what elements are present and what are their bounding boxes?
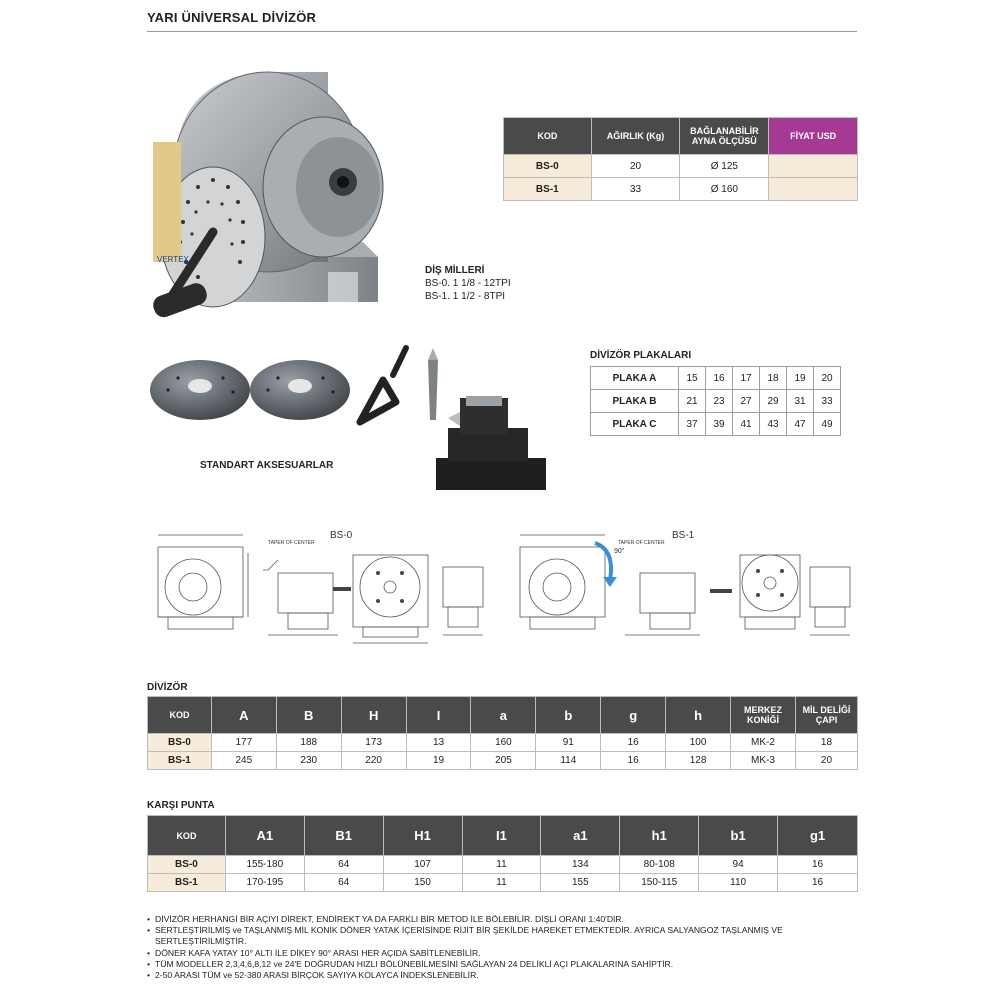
karsi-cell: 107 <box>383 856 462 874</box>
plate-value: 20 <box>814 367 841 390</box>
plate-value: 41 <box>733 413 760 436</box>
main-header-kod: KOD <box>504 118 592 155</box>
divizor-header: MİL DELİĞİ ÇAPI <box>795 697 857 734</box>
dis-milleri-line: BS-1. 1 1/2 - 8TPI <box>425 291 506 302</box>
table-row <box>148 856 858 874</box>
table-row <box>148 734 858 752</box>
karsi-cell: 155 <box>541 874 620 892</box>
divizor-cell: 16 <box>601 734 666 752</box>
karsi-header: B1 <box>304 816 383 856</box>
karsi-cell: BS-0 <box>148 856 226 874</box>
divizor-cell: BS-0 <box>148 734 212 752</box>
karsi-cell: 11 <box>462 856 541 874</box>
main-spec-table <box>503 117 858 201</box>
note-item: • TÜM MODELLER 2,3,4,6,8,12 ve 24'E DOĞRUDAN HIZLI BÖLÜNEBİLMESİNİ SAĞLAYAN 24 DELİKLİ AÇI PLAKALARINA SAHİPTİR. <box>147 959 857 970</box>
plate-value: 27 <box>733 390 760 413</box>
divizor-cell: 173 <box>341 734 406 752</box>
divizor-header: a <box>471 697 536 734</box>
divizor-cell: 245 <box>211 752 276 770</box>
plate-value: 31 <box>787 390 814 413</box>
divizor-cell: 160 <box>471 734 536 752</box>
karsi-cell: 170-195 <box>225 874 304 892</box>
divizor-cell: 177 <box>211 734 276 752</box>
table-row <box>148 752 858 770</box>
divizor-cell: 128 <box>666 752 731 770</box>
divizor-cell: 91 <box>536 734 601 752</box>
karsi-cell: 11 <box>462 874 541 892</box>
divizor-cell: MK-2 <box>731 734 796 752</box>
divizor-header: I <box>406 697 471 734</box>
main-header-fiyat: FİYAT USD <box>769 118 858 155</box>
main-header-agirlik: AĞIRLIK (Kg) <box>591 118 680 155</box>
karsi-header: b1 <box>699 816 778 856</box>
plate-name: PLAKA C <box>591 413 679 436</box>
page-title: YARI ÜNİVERSAL DİVİZÖR <box>147 10 317 25</box>
divizor-cell: 19 <box>406 752 471 770</box>
plate-name: PLAKA A <box>591 367 679 390</box>
table-row <box>591 367 841 390</box>
plate-value: 19 <box>787 367 814 390</box>
karsi-header: I1 <box>462 816 541 856</box>
karsi-cell: 64 <box>304 874 383 892</box>
table-row <box>591 413 841 436</box>
plate-value: 16 <box>706 367 733 390</box>
plate-value: 33 <box>814 390 841 413</box>
bs0-drawing-label: BS-0 <box>330 530 353 541</box>
table-row <box>504 155 858 178</box>
divizor-header: A <box>211 697 276 734</box>
divizor-label: DİVİZÖR <box>147 682 188 693</box>
plate-value: 37 <box>679 413 706 436</box>
main-cell-agirlik: 20 <box>591 155 680 178</box>
main-cell-agirlik: 33 <box>591 178 680 201</box>
karsi-header: A1 <box>225 816 304 856</box>
plate-value: 47 <box>787 413 814 436</box>
plate-value: 23 <box>706 390 733 413</box>
karsi-header: H1 <box>383 816 462 856</box>
divizor-cell: 114 <box>536 752 601 770</box>
notes-list <box>147 914 857 981</box>
plakalar-table <box>590 366 841 436</box>
karsi-header: h1 <box>620 816 699 856</box>
plate-name: PLAKA B <box>591 390 679 413</box>
karsi-cell: 150 <box>383 874 462 892</box>
karsi-punta-table <box>147 815 858 892</box>
title-divider <box>147 31 857 32</box>
divizor-header: MERKEZ KONİĞİ <box>731 697 796 734</box>
karsi-cell: 94 <box>699 856 778 874</box>
karsi-cell: 16 <box>778 874 858 892</box>
bs1-taper-label: TAPER OF CENTER <box>618 540 665 546</box>
table-row <box>591 390 841 413</box>
divizor-cell: 220 <box>341 752 406 770</box>
plate-value: 29 <box>760 390 787 413</box>
note-item: • DİVİZÖR HERHANGİ BİR AÇIYI DİREKT, ENDİREKT YA DA FARKLI BİR METOD İLE BÖLEBİLİR. DİŞLİ ORANI 1:40'DIR. <box>147 914 857 925</box>
plate-value: 39 <box>706 413 733 436</box>
note-item: • 2-50 ARASI TÜM ve 52-380 ARASI BİRÇOK SAYIYA KOLAYCA İNDEKSLENEBİLİR. <box>147 970 857 981</box>
divizor-cell: 13 <box>406 734 471 752</box>
karsi-cell: 155-180 <box>225 856 304 874</box>
karsi-header: a1 <box>541 816 620 856</box>
dis-milleri-line: BS-0. 1 1/8 - 12TPI <box>425 278 511 289</box>
divizor-cell: MK-3 <box>731 752 796 770</box>
plate-value: 15 <box>679 367 706 390</box>
bs0-technical-drawing <box>148 525 488 650</box>
bs1-technical-drawing <box>515 525 860 650</box>
karsi-punta-label: KARŞI PUNTA <box>147 800 215 811</box>
divizor-cell: 205 <box>471 752 536 770</box>
karsi-cell: 64 <box>304 856 383 874</box>
divizor-header: KOD <box>148 697 212 734</box>
plate-value: 21 <box>679 390 706 413</box>
main-cell-kod: BS-0 <box>504 155 592 178</box>
divizor-header: H <box>341 697 406 734</box>
plate-value: 43 <box>760 413 787 436</box>
divizor-cell: 230 <box>276 752 341 770</box>
main-cell-fiyat <box>769 155 858 178</box>
bs1-drawing-label: BS-1 <box>672 530 695 541</box>
plate-value: 17 <box>733 367 760 390</box>
karsi-cell: BS-1 <box>148 874 226 892</box>
karsi-header: g1 <box>778 816 858 856</box>
table-row <box>148 874 858 892</box>
main-cell-ayna: Ø 160 <box>680 178 769 201</box>
note-item: • SERTLEŞTİRİLMİŞ ve TAŞLANMIŞ MİL KONİK DÖNER YATAK İÇERİSİNDE RİJİT BİR ŞEKİLDE HAREKET ETMEKTEDİR. AYRICA SALYANGOZ TAŞLANMIŞ VE SERTLEŞTİRİLMİŞTİR. <box>147 925 857 947</box>
divizor-cell: 100 <box>666 734 731 752</box>
karsi-cell: 134 <box>541 856 620 874</box>
bs1-angle-label: 90° <box>614 548 625 555</box>
divizor-header: b <box>536 697 601 734</box>
divizor-cell: 188 <box>276 734 341 752</box>
plakalar-label: DİVİZÖR PLAKALARI <box>590 350 692 361</box>
bs0-taper-label: TAPER OF CENTER <box>268 540 315 546</box>
karsi-cell: 16 <box>778 856 858 874</box>
plate-value: 49 <box>814 413 841 436</box>
karsi-header: KOD <box>148 816 226 856</box>
main-cell-kod: BS-1 <box>504 178 592 201</box>
divizor-header: g <box>601 697 666 734</box>
karsi-cell: 150-115 <box>620 874 699 892</box>
svg-text:VERTEX: VERTEX <box>157 255 189 264</box>
plate-value: 18 <box>760 367 787 390</box>
main-cell-ayna: Ø 125 <box>680 155 769 178</box>
dividing-head-image <box>148 62 388 327</box>
divizor-cell: 20 <box>795 752 857 770</box>
divizor-cell: 18 <box>795 734 857 752</box>
divizor-header: B <box>276 697 341 734</box>
karsi-cell: 110 <box>699 874 778 892</box>
divizor-table <box>147 696 858 770</box>
table-row <box>504 178 858 201</box>
divizor-header: h <box>666 697 731 734</box>
dis-milleri-label: DİŞ MİLLERİ <box>425 265 485 276</box>
divizor-cell: 16 <box>601 752 666 770</box>
main-cell-fiyat <box>769 178 858 201</box>
accessories-label: STANDART AKSESUARLAR <box>200 460 334 471</box>
note-item: • DÖNER KAFA YATAY 10° ALTI İLE DİKEY 90° ARASI HER AÇIDA SABİTLENEBİLİR. <box>147 948 857 959</box>
accessories-image <box>148 340 558 505</box>
divizor-cell: BS-1 <box>148 752 212 770</box>
main-header-ayna: BAĞLANABİLİR AYNA ÖLÇÜSÜ <box>680 118 769 155</box>
karsi-cell: 80-108 <box>620 856 699 874</box>
